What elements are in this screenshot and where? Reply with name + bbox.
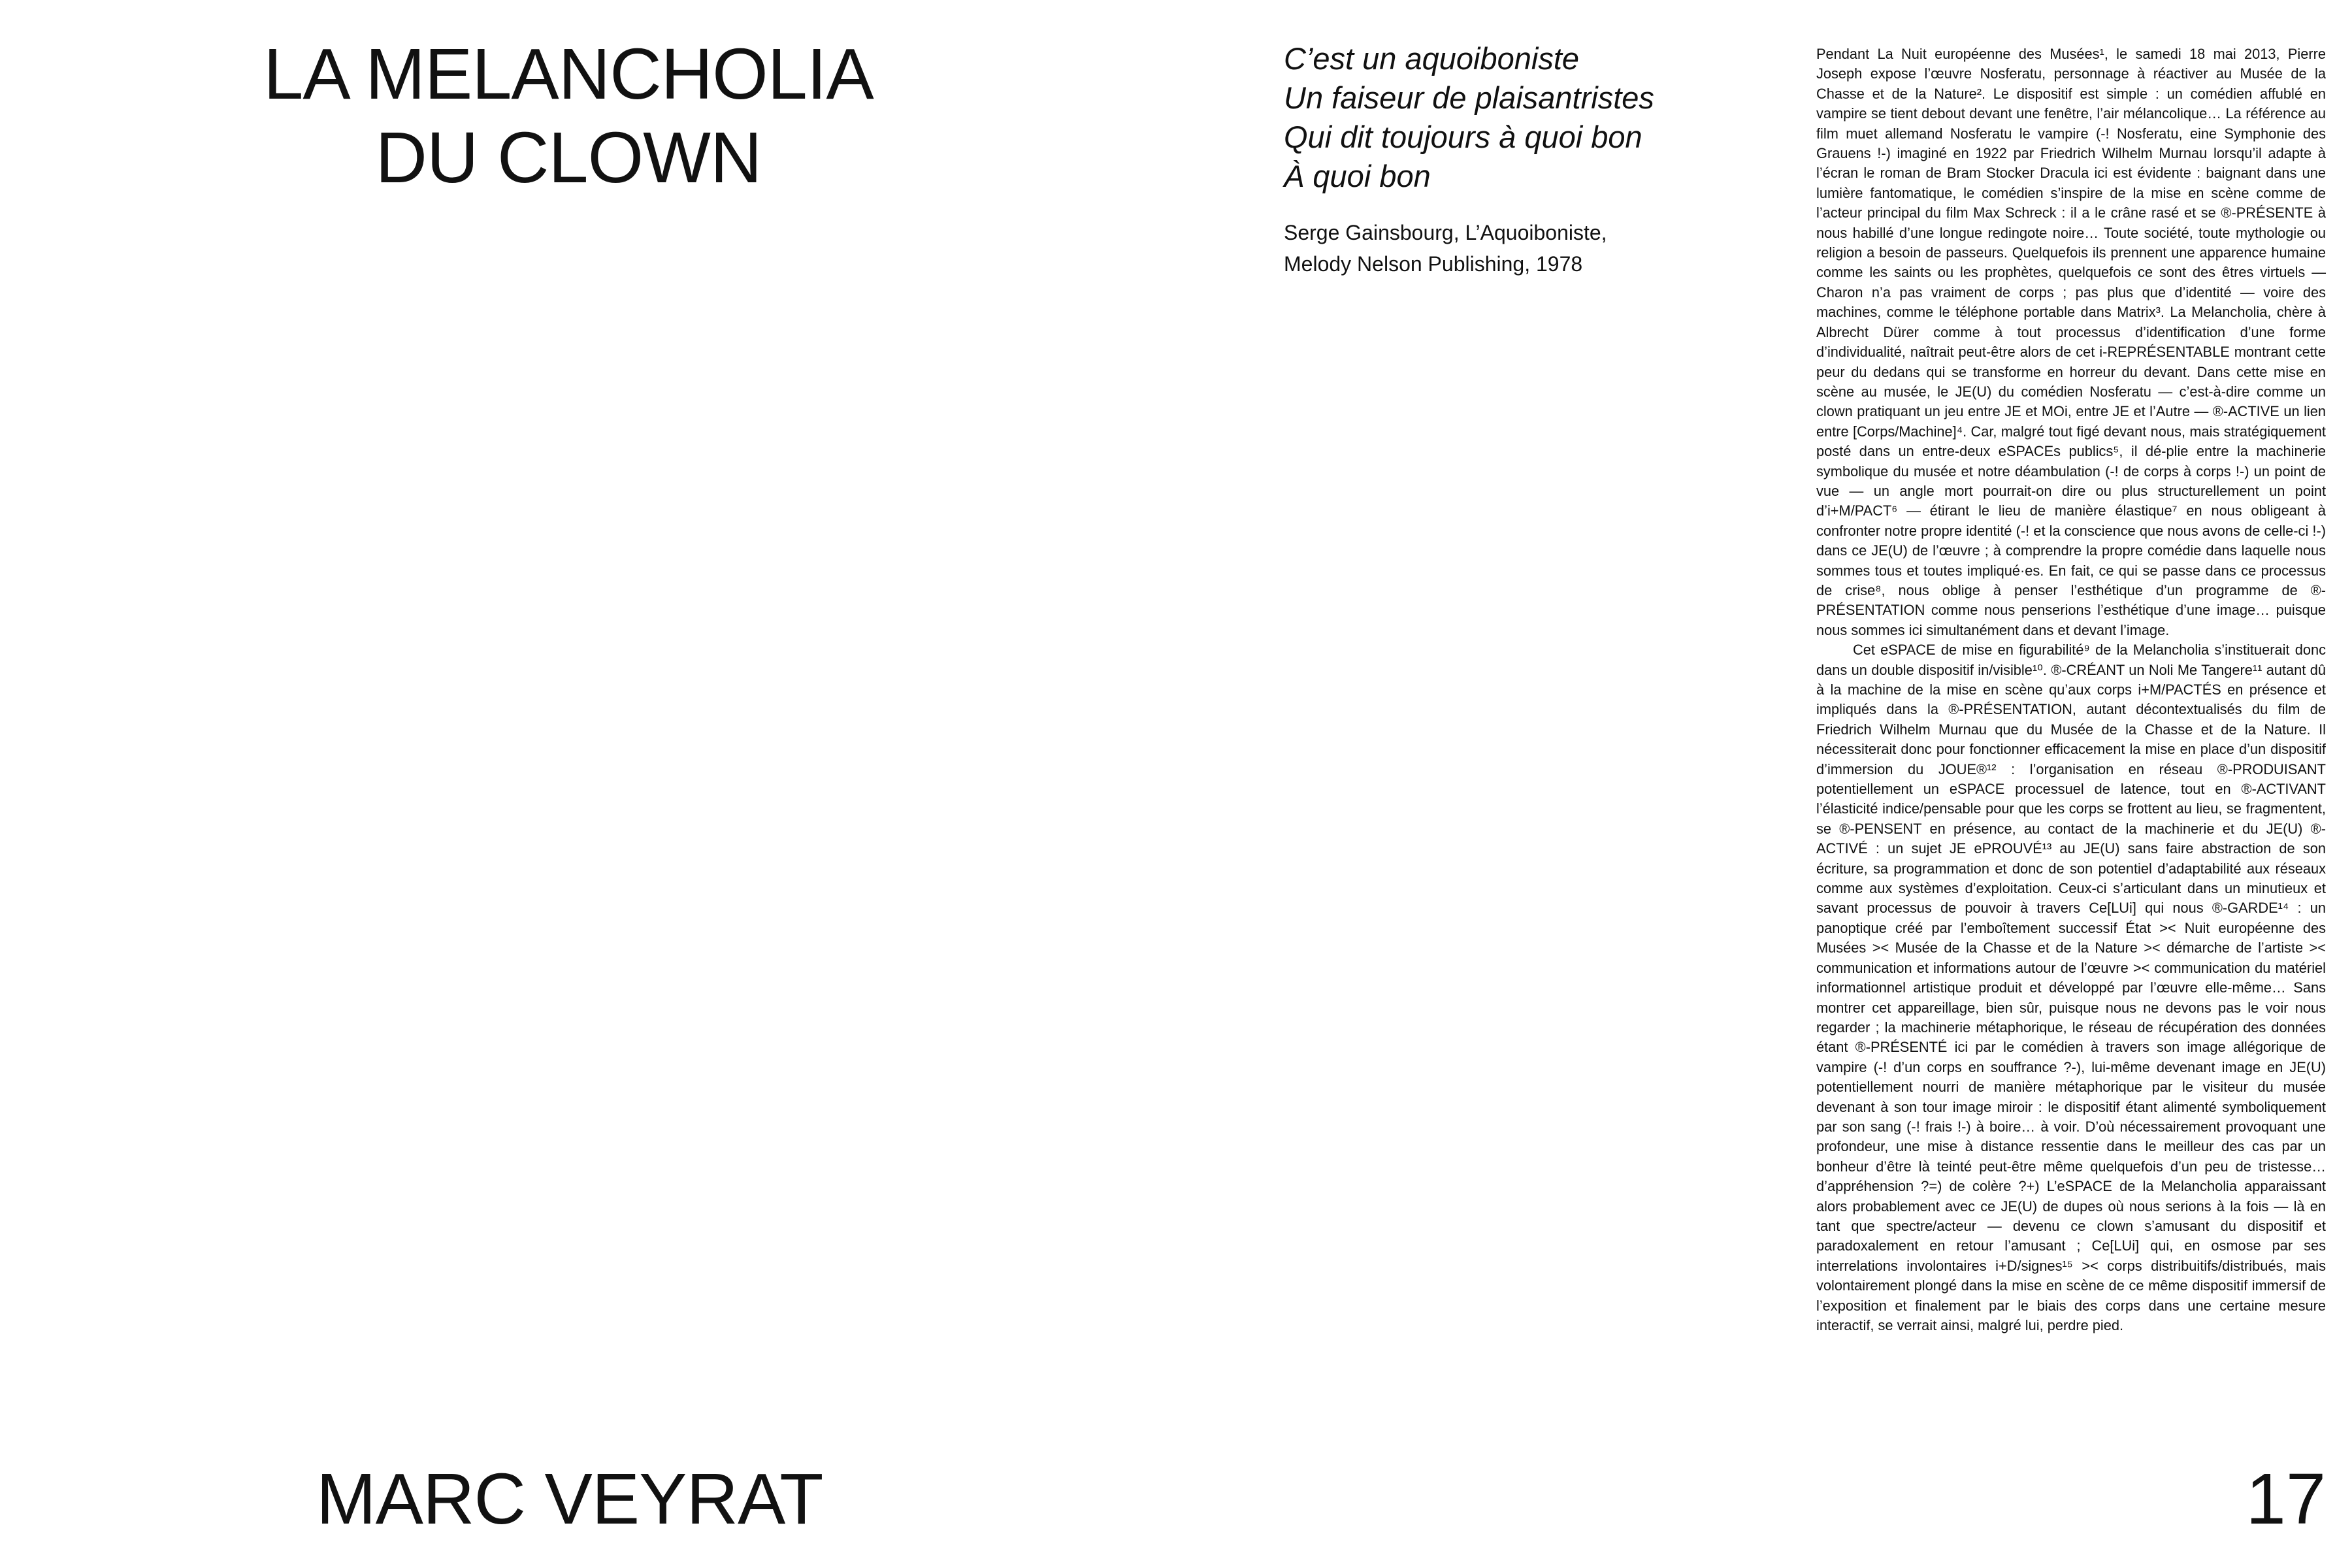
essay-paragraph: Cet eSPACE de mise en figurabilité⁹ de la Melancholia s’instituerait donc dans un double dispositif in/visible¹⁰. ®-CRÉANT un Noli Me Tangere¹¹ autant dû à la machine de la mise en scène qu’aux corps i+M/PACTÉS en présence et impliqués dans la ®-PRÉSENTATION, autant décontextualisés du film de Friedrich Wilhelm Murnau que du Musée de la Chasse et de la Nature. Il nécessiterait donc pour fonctionner efficacement la mise en place d’un dispositif d’immersion du JOUE®¹² : l’organisation en réseau ®-PRODUISANT potentiellement un eSPACE processuel de latence, tout en ®-ACTIVANT l’élasticité indice/pensable pour que les corps se frottent au lieu, se fragmentent, se ®-PENSENT en présence, au contact de la machinerie et du JE(U) ®-ACTIVÉ : un sujet JE ePROUVÉ¹³ au JE(U) sans faire abstraction de son écriture, sa programmation et donc de son potentiel d’adaptabilité aux réseaux comme aux systèmes d’exploitation. Ceux-ci s’articulant dans un minutieux et savant processus de pouvoir à travers Ce[LUi] qui nous ®-GARDE¹⁴ : un panoptique créé par l’emboîtement successif État >< Nuit européenne des Musées >< Musée de la Chasse et de la Nature >< démarche de l’artiste >< communication et informations autour de l’œuvre >< communication du matériel informationnel artistique produit et développé par l’œuvre elle-même… Sans montrer cet appareillage, bien sûr, puisque nous ne devons pas le voir nous regarder ; la machinerie métaphorique, le réseau de récupération des données étant ®-PRÉSENTÉ ici par le comédien à travers son image allégorique de vampire (-! d’un corps en souffrance ?-), lui-même devenant image en JE(U) potentiellement nourri de manière métaphorique par le visiteur du musée devenant à son tour image miroir : le dispositif étant alimenté symboliquement par son sang (-! frais !-) à boire… à voir. D’où nécessairement provoquant une profondeur, une mise à distance ressentie dans le meilleur des cas par un bonheur d’être là teinté peut-être même quelquefois d’un peu de tristesse… d’appréhension ?=) de colère ?+) L’eSPACE de la Melancholia apparaissant alors probablement avec ce JE(U) de dupes où nous serions à la fois — là en tant que spectre/acteur — devenu ce clown s’amusant du dispositif et paradoxalement en retour l’amusant ; Ce[LUi] qui, en osmose par ses interrelations involontaires i+D/signes¹⁵ >< corps distribuitifs/distribués, mais volontairement plongé dans la mise en scène de ce même dispositif immersif de l’exposition et finalement par le biais des corps dans une certaine mesure interactif, se verrait ainsi, malgré lui, perdre pied. — [1816, 642, 2326, 1333]
title-line-1: LA MELANCHOLIA — [263, 34, 874, 114]
page-number: 17 — [2246, 1459, 2326, 1539]
poem-line: Qui dit toujours à quoi bon — [1284, 120, 1642, 154]
epigraph — [1284, 39, 1702, 280]
essay-paragraph: Pendant La Nuit européenne des Musées¹, le samedi 18 mai 2013, Pierre Joseph expose l’œuvre Nosferatu, personnage à réactiver au Musée de la Chasse et de la Nature². Le dispositif est simple : un comédien affublé en vampire se tient debout devant une fenêtre, l’air mélancolique… La référence au film muet allemand Nosferatu le vampire (-! Nosferatu, eine Symphonie des Grauens !-) imaginé en 1922 par Friedrich Wilhelm Murnau lorsqu’il adapte à l’écran le roman de Bram Stocker Dracula ici est évidente : baignant dans une lumière fantomatique, le comédien s’inspire de la mise en scène comme de l’acteur principal du film Max Schreck : il a le crâne rasé et se ®-PRÉSENTE à nous habillé d’une longue redingote noire… Toute société, toute mythologie ou religion a besoin de passeurs. Quelquefois ils prennent une apparence humaine comme les saints ou les prophètes, quelquefois ce sont des êtres virtuels — Charon n’a pas vraiment de corps ; pas plus que d’identité — voire des machines, comme le téléphone portable dans Matrix³. La Melancholia, chère à Albrecht Dürer comme à tout processus d’identification d’une forme d’individualité, naîtrait peut-être alors de cet i-REPRÉSENTABLE montrant cette peur du dedans qui se transforme en horreur du devant. Dans cette mise en scène au musée, le JE(U) du comédien Nosferatu — c’est-à-dire comme un clown pratiquant un jeu entre JE et MOi, entre JE et l’Autre — ®-ACTIVE un lien entre [Corps/Machine]⁴. Car, malgré tout figé devant nous, mais stratégiquement posté dans un entre-deux eSPACEs publics⁵, il dé-plie entre la machinerie symbolique du musée et notre déambulation (-! de corps à corps !-) un point de vue — un angle mort pourrait-on dire ou plus structurellement un point d’i+M/PACT⁶ — étirant le lieu de manière élastique⁷ en nous obligeant à confronter notre propre identité (-! et la conscience que nous avons de celle-ci !-) dans ce JE(U) de l’œuvre ; à comprendre la propre comédie dans laquelle nous sommes tous et toutes impliqué·es. En fait, ce qui se passe dans ce processus de crise⁸, nous oblige à penser l’esthétique d’un programme de ®-PRÉSENTATION comme nous penserions l’esthétique d’une image… puisque nous sommes ici simultanément dans et devant l’image. — [1816, 46, 2326, 638]
citation-line: Serge Gainsbourg, L’Aquoiboniste, — [1284, 221, 1607, 244]
article-title — [91, 33, 1045, 200]
poem-line: C’est un aquoiboniste — [1284, 41, 1580, 76]
poem-line: À quoi bon — [1284, 159, 1431, 193]
citation-line: Melody Nelson Publishing, 1978 — [1284, 252, 1583, 276]
epigraph-poem — [1284, 39, 1702, 196]
author-name: MARC VEYRAT — [316, 1459, 823, 1539]
essay-body — [1816, 44, 2326, 1335]
epigraph-citation — [1284, 217, 1702, 280]
poem-line: Un faiseur de plaisantristes — [1284, 80, 1654, 115]
title-line-2: DU CLOWN — [375, 118, 762, 198]
